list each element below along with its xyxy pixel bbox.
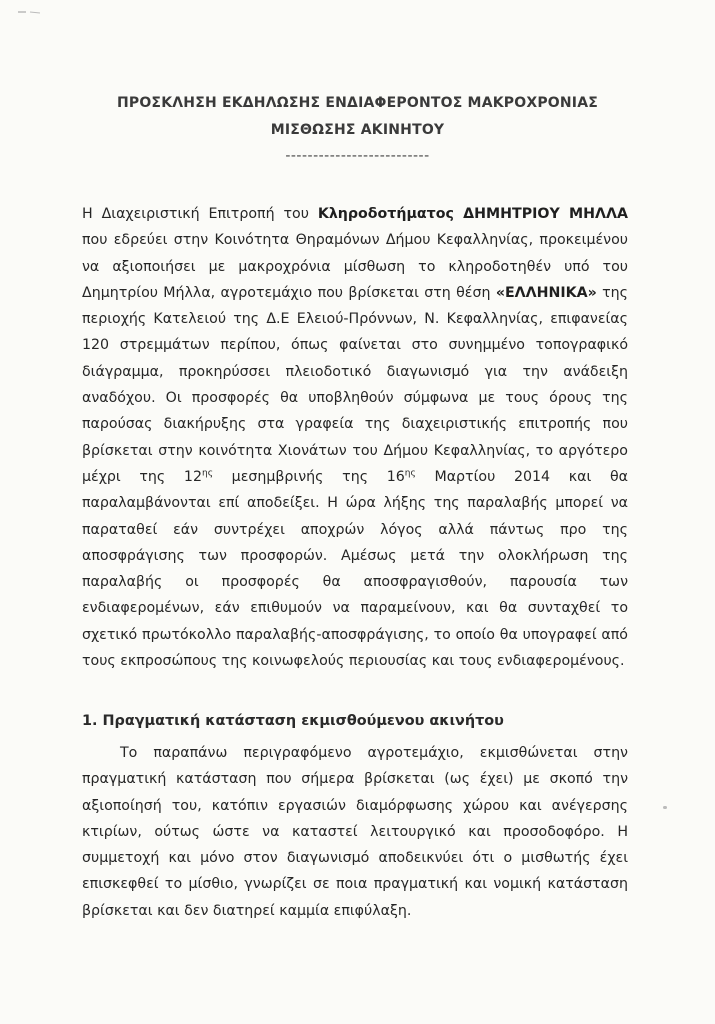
intro-text-3: της περιοχής Κατελειού της Δ.Ε Ελειού-Πρόννων, Ν. Κεφαλληνίας, επιφανείας 120 στρεμμάτων περίπου, όπως φαίνεται στο συνημμένο τοπογραφικό διάγραμμα, προκηρύσσει πλειοδοτικό διαγωνισμό για την ανάδειξη αναδόχου. Οι προσφορές θα υποβληθούν σύμφωνα με τους όρους της παρούσας διακήρυξης στα γραφεία της διαχειριστικής επιτροπής που βρίσκεται στην κοινότητα Χιονάτων του Δήμου Κεφαλληνίας, το αργότερο μέχρι της 12 <box>82 284 628 485</box>
scan-speck-mark <box>18 10 40 14</box>
intro-text-5: Μαρτίου 2014 και θα παραλαμβάνονται επί αποδείξει. Η ώρα λήξης της παραλαβής μπορεί να παραταθεί εάν συντρέχει αποχρών λόγος αλλά πάντως προ της αποσφράγισης των προσφορών. Αμέσως μετά την ολοκλήρωση της παραλαβής οι προσφορές θα αποσφραγισθούν, παρουσία των ενδιαφερομένων, εάν επιθυμούν να παραμείνουν, και θα συνταχθεί το σχετικό πρωτόκολλο παραλαβής-αποσφράγισης, το οποίο θα υπογραφεί από τους εκπροσώπους της κοινωφελούς περιουσίας και τους ενδιαφερομένους. <box>82 468 628 670</box>
title-separator: -------------------------- <box>285 148 430 164</box>
intro-text-4: μεσημβρινής της 16 <box>212 468 405 485</box>
intro-text-2: που εδρεύει στην Κοινότητα Θηραμόνων Δήμου Κεφαλληνίας, προκειμένου να αξιοποιήσει με μακροχρόνια μίσθωση το κληροδοτηθέν υπό του Δημητρίου Μήλλα, αγροτεμάχιο που βρίσκεται στη θέση <box>82 232 628 301</box>
document-title-line1: ΠΡΟΣΚΛΗΣΗ ΕΚΔΗΛΩΣΗΣ ΕΝΔΙΑΦΕΡΟΝΤΟΣ ΜΑΚΡΟΧΡΟΝΙΑΣ <box>116 95 599 111</box>
intro-text-1: Η Διαχειριστική Επιτροπή του <box>82 206 318 222</box>
intro-sup-1: ης <box>201 468 213 479</box>
intro-bold-bequest: Κληροδοτήματος ΔΗΜΗΤΡΙΟΥ ΜΗΛΛΑ <box>317 206 628 222</box>
section-1-paragraph: Το παραπάνω περιγραφόμενο αγροτεμάχιο, εκμισθώνεται στην πραγματική κατάσταση που σήμερα βρίσκεται (ως έχει) με σκοπό την αξιοποίησή του, κατόπιν εργασιών διαμόρφωσης χώρου και ανέγερσης κτιρίων, ούτως ώστε να καταστεί λειτουργικό και προσοδοφόρο. Η συμμετοχή και μόνο στον διαγωνισμό αποδεικνύει ότι ο μισθωτής έχει επισκεφθεί το μίσθιο, γνωρίζει σε ποια πραγματική και νομική κατάσταση βρίσκεται και δεν διατηρεί καμμία επιφύλαξη. <box>82 745 628 919</box>
intro-sup-2: ης <box>404 468 416 479</box>
scan-dot-mark <box>663 806 667 809</box>
section-1-heading: 1. Πραγματική κατάσταση εκμισθούμενου ακινήτου <box>82 713 504 729</box>
intro-paragraph <box>82 201 628 674</box>
document-title-line2: ΜΙΣΘΩΣΗΣ ΑΚΙΝΗΤΟΥ <box>270 122 445 138</box>
intro-bold-location: «ΕΛΛΗΝΙΚΑ» <box>495 284 597 301</box>
